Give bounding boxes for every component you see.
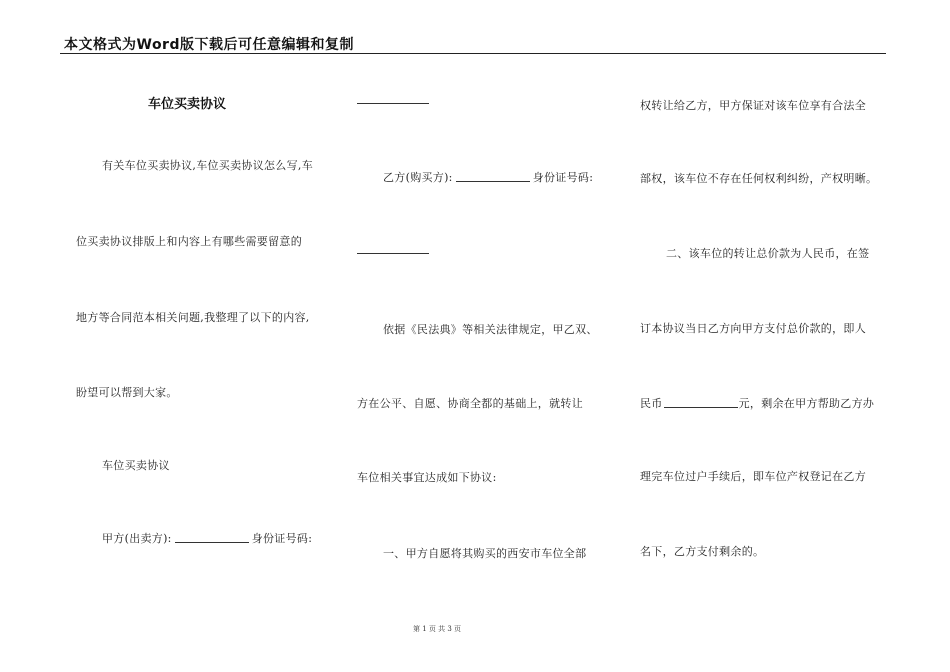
rmb-blank <box>664 396 738 408</box>
paragraph-line: 二、该车位的转让总价款为人民币，在签 <box>666 247 870 260</box>
party-a-label: 甲方(出卖方): <box>102 532 172 545</box>
party-a-line <box>102 530 312 546</box>
paragraph-line: 部权，该车位不存在任何权利纠纷，产权明晰。 <box>640 172 878 185</box>
rmb-amount-line <box>640 395 874 411</box>
party-b-id-label: 身份证号码: <box>532 171 594 184</box>
paragraph-line: 地方等合同范本相关问题,我整理了以下的内容, <box>76 311 310 324</box>
party-b-label: 乙方(购买方): <box>383 171 453 184</box>
header-divider <box>60 53 886 54</box>
paragraph-line: 车位相关事宜达成如下协议: <box>357 471 497 484</box>
paragraph-line: 盼望可以帮到大家。 <box>76 386 178 399</box>
party-a-blank <box>175 531 249 543</box>
paragraph-line: 权转让给乙方，甲方保证对该车位享有合法全 <box>640 99 866 112</box>
paragraph-line: 名下，乙方支付剩余的。 <box>640 545 765 558</box>
page-header-title: 本文格式为Word版下载后可任意编辑和复制 <box>64 37 354 53</box>
section-heading: 车位买卖协议 <box>102 459 170 472</box>
paragraph-line: 订本协议当日乙方向甲方支付总价款的，即人 <box>640 322 866 335</box>
rmb-remainder: 元，剩余在甲方帮助乙方办 <box>738 397 875 410</box>
paragraph-line: 有关车位买卖协议,车位买卖协议怎么写,车 <box>102 159 313 172</box>
document-title: 车位买卖协议 <box>148 97 227 112</box>
party-b-blank <box>456 170 530 182</box>
paragraph-line: 位买卖协议排版上和内容上有哪些需要留意的 <box>76 235 302 248</box>
paragraph-line: 一、甲方自愿将其购买的西安市车位全部 <box>383 547 587 560</box>
party-b-line <box>383 169 593 185</box>
paragraph-line: 理完车位过户手续后，即车位产权登记在乙方 <box>640 470 866 483</box>
page-number: 第 1 页 共 3 页 <box>413 625 462 633</box>
rmb-label: 民币 <box>640 397 663 410</box>
paragraph-line: 依据《民法典》等相关法律规定，甲乙双、 <box>383 323 598 336</box>
party-a-id-label: 身份证号码: <box>251 532 313 545</box>
blank-underline <box>357 253 429 254</box>
blank-underline <box>357 103 429 104</box>
paragraph-line: 方在公平、自愿、协商全都的基础上，就转让 <box>357 397 583 410</box>
